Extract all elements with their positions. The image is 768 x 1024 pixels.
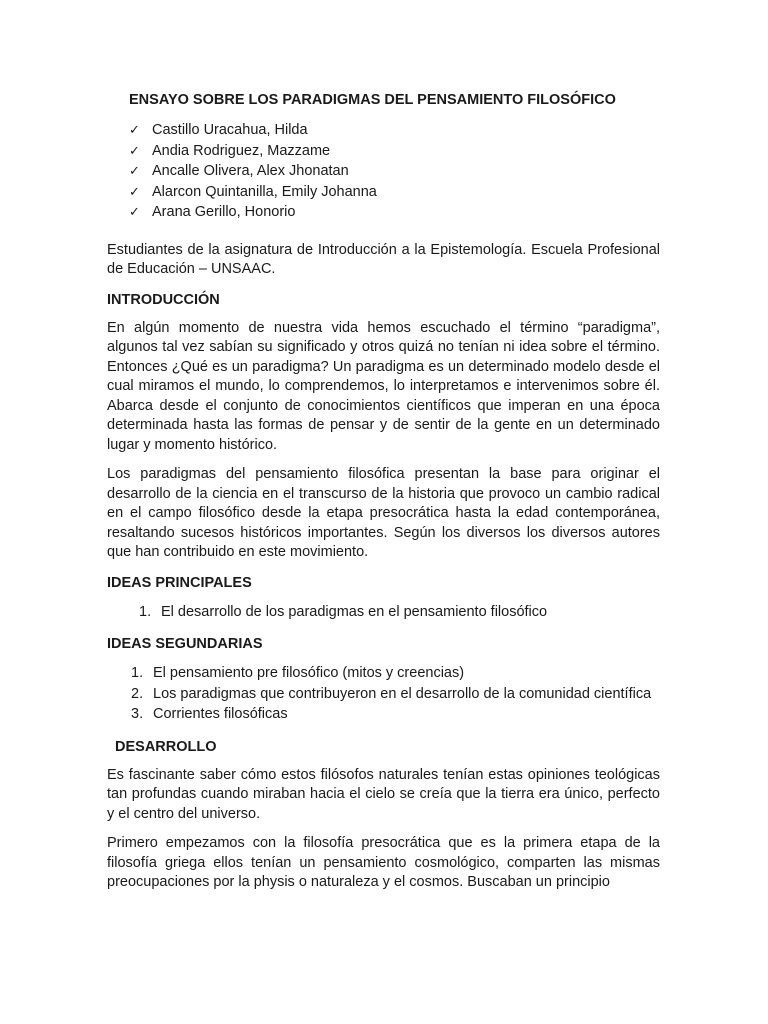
introduction-paragraph-1: En algún momento de nuestra vida hemos escuchado el término “paradigma”, algunos tal vez sabían su significado y otros quizá no tenían ni idea sobre el término. Entonces ¿Qué es un paradigma? Un paradigma es un determinado modelo desde el cual miramos el mundo, lo comprendemos, lo interpretamos e intervenimos sobre él. Abarca desde el conjunto de conocimientos científicos que imperan en una época determinada hasta las formas de pensar y de sentir de la gente en un determinado lugar y momento histórico. [107,319,660,453]
list-number: 1. [131,665,144,681]
check-icon: ✓ [129,122,140,137]
secondary-ideas-heading: IDEAS SEGUNDARIAS [107,636,263,652]
author-item [129,120,660,141]
introduction-paragraph-2: Los paradigmas del pensamiento filosófica presentan la base para originar el desarrollo de la ciencia en el transcurso de la historia que provoco un cambio radical en el campo filosófico desde la etapa presocrática hasta la edad contemporánea, resaltando sucesos históricos importantes. Según los diversos los diversos autores que han contribuido en este movimiento. [107,466,660,560]
main-ideas-list [107,602,660,623]
author-item [129,202,660,223]
author-item [129,182,660,203]
author-item [129,141,660,162]
check-icon: ✓ [129,163,140,178]
list-text: Corrientes filosóficas [153,706,288,722]
secondary-ideas-list [107,663,660,725]
check-icon: ✓ [129,183,140,199]
author-name: Alarcon Quintanilla, Emily Johanna [152,183,377,200]
list-text: El desarrollo de los paradigmas en el pensamiento filosófico [161,603,548,620]
list-item [107,663,660,684]
introduction-heading: INTRODUCCIÓN [107,291,220,308]
author-item [129,161,660,182]
author-name: Ancalle Olivera, Alex Jhonatan [152,163,349,179]
development-paragraph-2: Primero empezamos con la filosofía presocrática que es la primera etapa de la filosofía griega ellos tenían un pensamiento cosmológico, comparten las mismas preocupaciones por la physis o naturaleza y el cosmos. Buscaban un principio [107,835,660,890]
list-number: 3. [131,706,144,722]
affiliation-paragraph: Estudiantes de la asignatura de Introducción a la Epistemología. Escuela Profesional de Educación – UNSAAC. [107,241,660,277]
list-text: El pensamiento pre filosófico (mitos y creencias) [153,665,465,681]
document-title: ENSAYO SOBRE LOS PARADIGMAS DEL PENSAMIENTO FILOSÓFICO [129,92,616,108]
check-icon: ✓ [129,142,140,158]
document-page [107,90,660,903]
development-heading: DESARROLLO [115,738,217,755]
author-name: Castillo Uracahua, Hilda [152,122,308,138]
list-item [107,684,660,705]
development-paragraph-1: Es fascinante saber cómo estos filósofos naturales tenían estas opiniones teológicas tan profundas cuando miraban hacia el cielo se creía que la tierra era único, perfecto y el centro del universo. [107,766,660,822]
check-icon: ✓ [129,204,140,219]
main-ideas-heading: IDEAS PRINCIPALES [107,574,252,591]
list-item [107,704,660,725]
list-number: 1. [139,603,152,620]
author-name: Andia Rodriguez, Mazzame [152,142,331,159]
author-name: Arana Gerillo, Honorio [152,204,296,220]
list-text: Los paradigmas que contribuyeron en el desarrollo de la comunidad científica [153,685,652,702]
list-number: 2. [131,685,144,702]
list-item [107,602,660,623]
author-list [107,120,660,223]
